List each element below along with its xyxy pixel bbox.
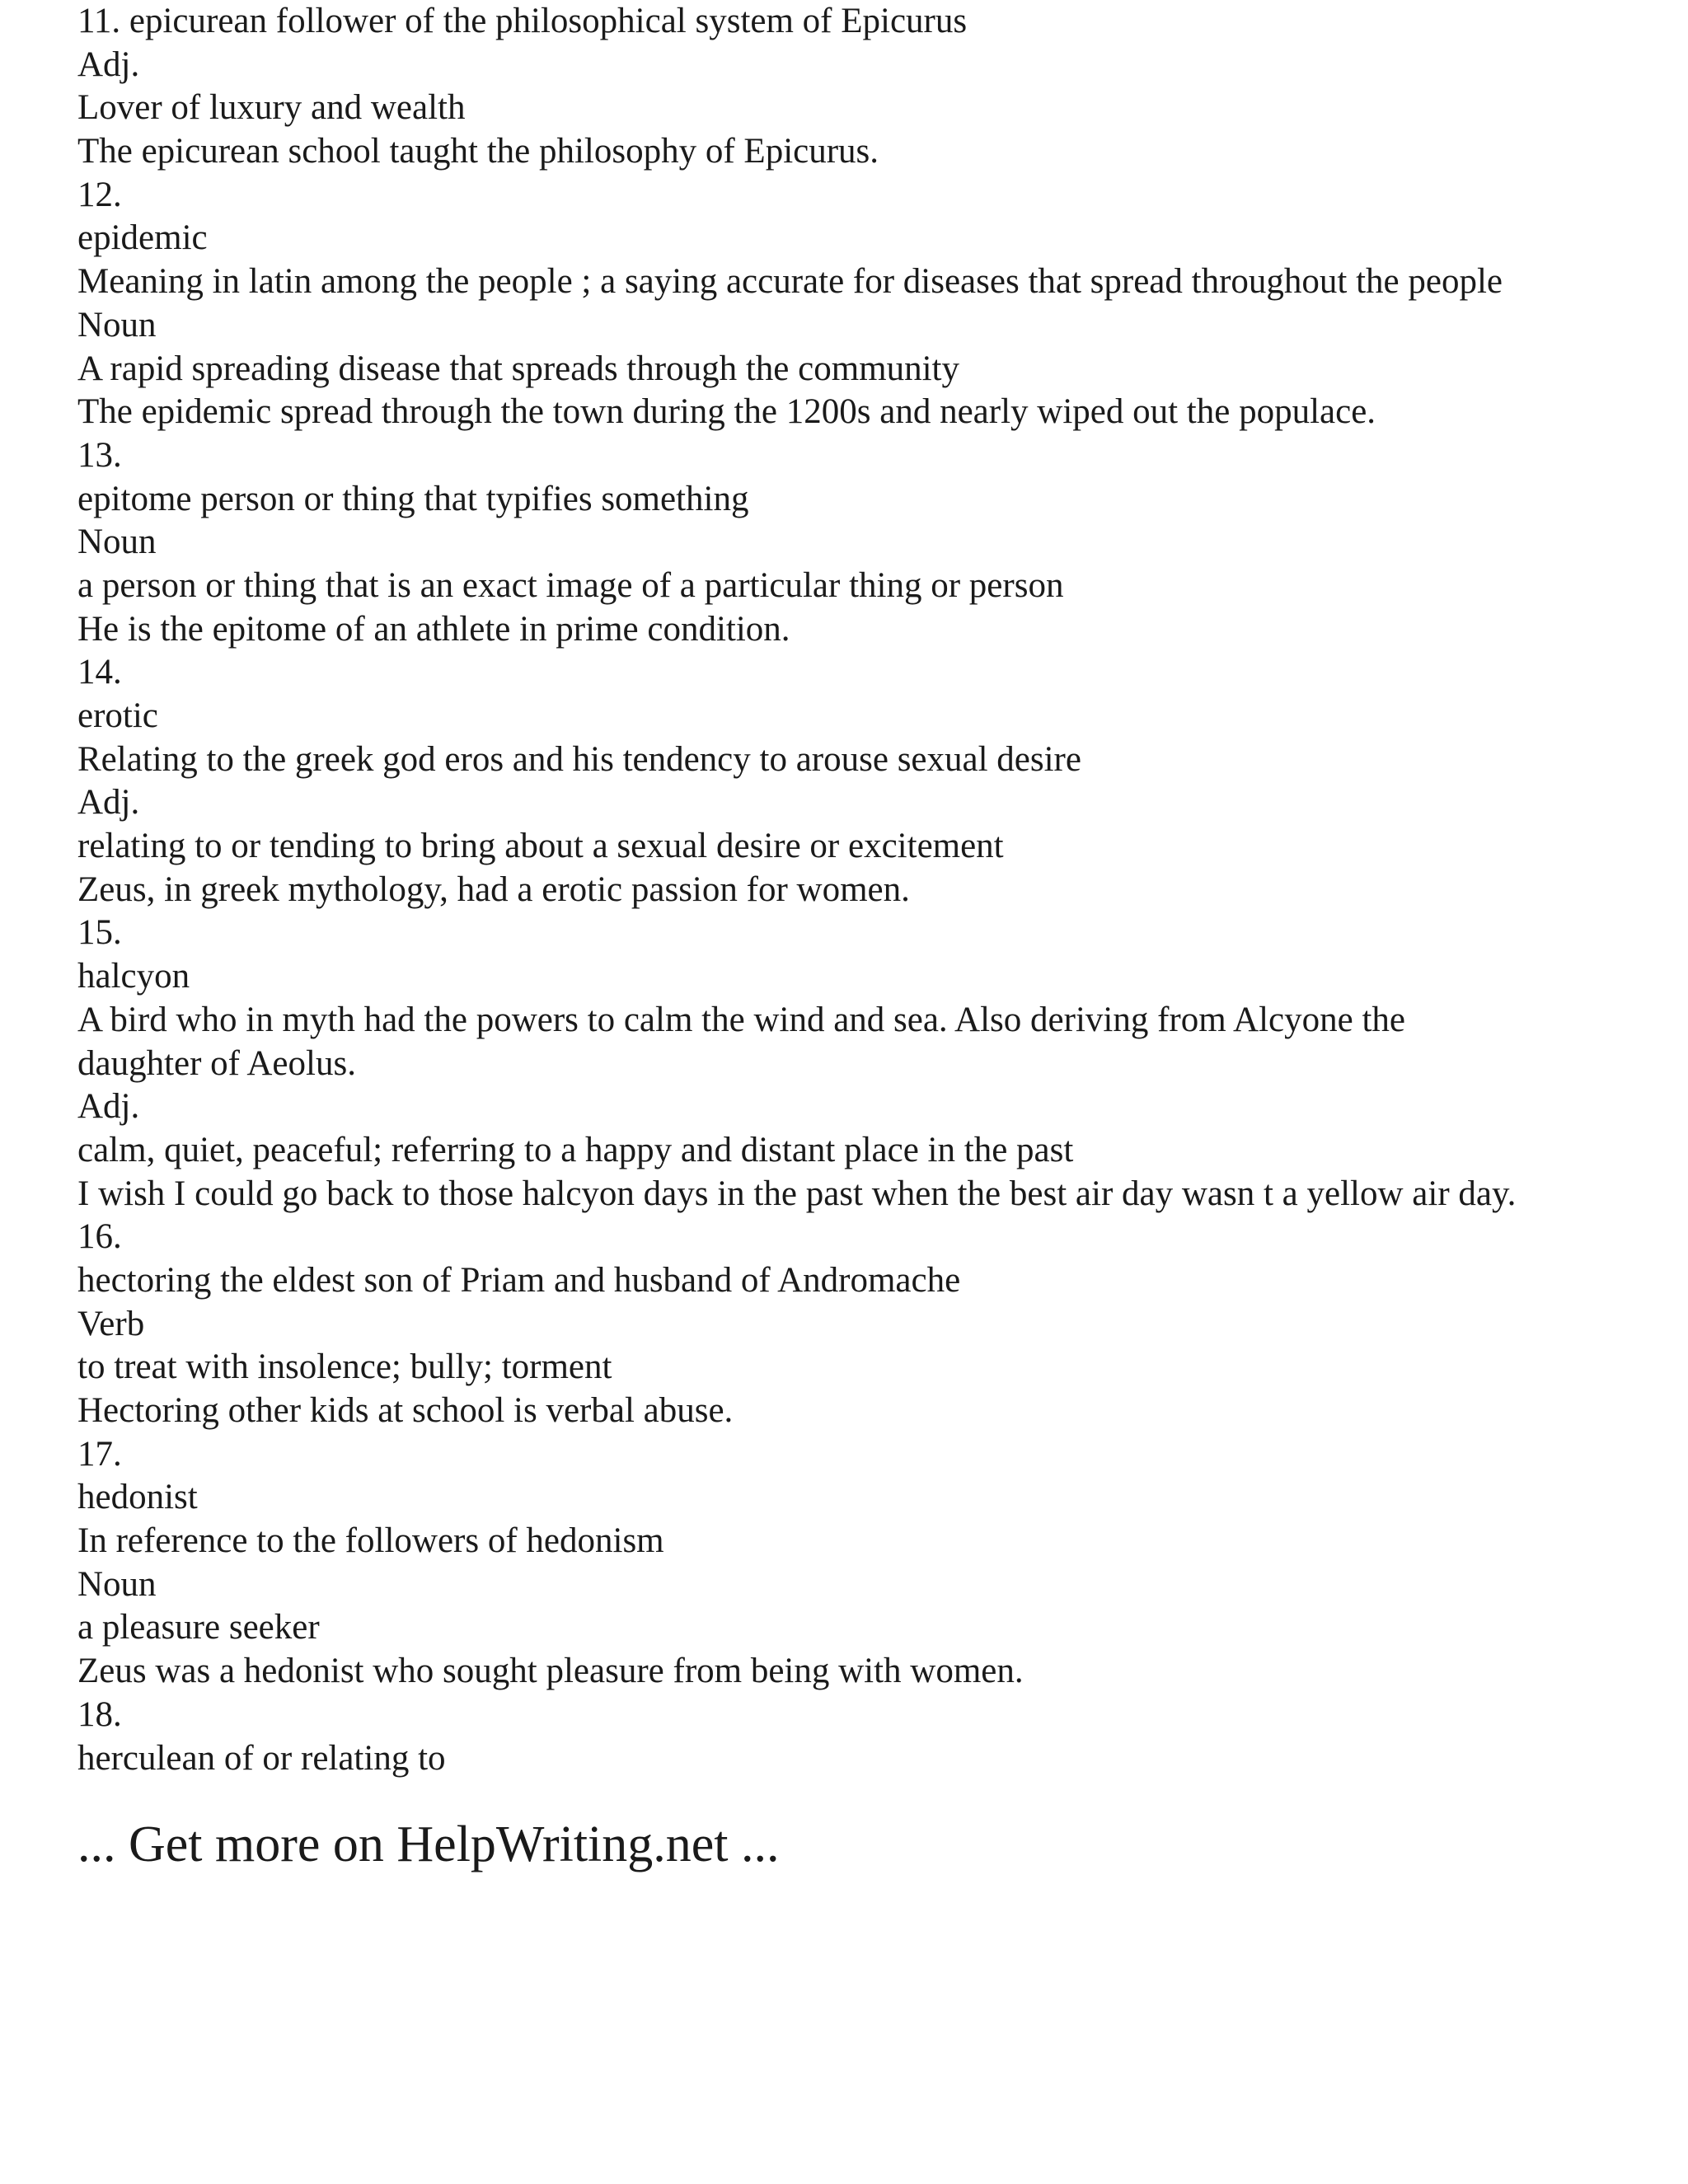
text-line: Verb xyxy=(77,1304,145,1343)
text-line: He is the epitome of an athlete in prime condition. xyxy=(77,609,790,649)
text-line: Noun xyxy=(77,523,157,562)
text-line: 12. xyxy=(77,175,122,214)
text-line: 17. xyxy=(77,1434,122,1474)
text-line: Lover of luxury and wealth xyxy=(77,88,466,128)
text-line: halcyon xyxy=(77,957,190,996)
get-more-link[interactable]: ... Get more on HelpWriting.net ... xyxy=(77,1816,780,1872)
text-line: epitome person or thing that typifies something xyxy=(77,479,749,518)
text-line: 14. xyxy=(77,653,122,692)
text-line: In reference to the followers of hedonism xyxy=(77,1521,664,1561)
text-line: The epidemic spread through the town during the 1200s and nearly wiped out the populace. xyxy=(77,392,1376,432)
text-line: Hectoring other kids at school is verbal abuse. xyxy=(77,1391,734,1430)
text-line: 16. xyxy=(77,1217,122,1257)
document-text xyxy=(77,0,1676,1780)
text-line: a person or thing that is an exact image of a particular thing or person xyxy=(77,565,1064,605)
text-line: a pleasure seeker xyxy=(77,1608,320,1647)
text-line: Meaning in latin among the people ; a saying accurate for diseases that spread throughout the people xyxy=(77,262,1503,302)
text-line: Zeus, in greek mythology, had a erotic passion for women. xyxy=(77,869,910,909)
text-line: Zeus was a hedonist who sought pleasure from being with women. xyxy=(77,1652,1024,1691)
text-line: Noun xyxy=(77,305,157,344)
text-line: 18. xyxy=(77,1694,122,1734)
text-line: hedonist xyxy=(77,1478,198,1517)
text-line: Noun xyxy=(77,1564,157,1604)
text-line: Adj. xyxy=(77,783,140,823)
text-line: I wish I could go back to those halcyon days in the past when the best air day wasn t a yellow air day. xyxy=(77,1174,1517,1213)
text-line: epidemic xyxy=(77,218,208,258)
text-line: The epicurean school taught the philosophy of Epicurus. xyxy=(77,132,879,171)
text-line: calm, quiet, peaceful; referring to a happy and distant place in the past xyxy=(77,1130,1074,1169)
text-line: erotic xyxy=(77,696,158,735)
text-line: to treat with insolence; bully; torment xyxy=(77,1347,612,1387)
text-line: daughter of Aeolus. xyxy=(77,1043,356,1083)
text-line: Relating to the greek god eros and his tendency to arouse sexual desire xyxy=(77,739,1081,779)
text-line: A rapid spreading disease that spreads through the community xyxy=(77,349,959,388)
text-line: A bird who in myth had the powers to calm the wind and sea. Also deriving from Alcyone the xyxy=(77,1000,1406,1039)
text-line: 13. xyxy=(77,435,122,475)
text-line: Adj. xyxy=(77,1087,140,1127)
text-line: herculean of or relating to xyxy=(77,1738,446,1778)
text-line: relating to or tending to bring about a sexual desire or excitement xyxy=(77,827,1004,866)
text-line: 15. xyxy=(77,913,122,953)
text-line: Adj. xyxy=(77,45,140,84)
text-line: 11. epicurean follower of the philosophical system of Epicurus xyxy=(77,2,968,40)
text-line: hectoring the eldest son of Priam and husband of Andromache xyxy=(77,1260,961,1300)
